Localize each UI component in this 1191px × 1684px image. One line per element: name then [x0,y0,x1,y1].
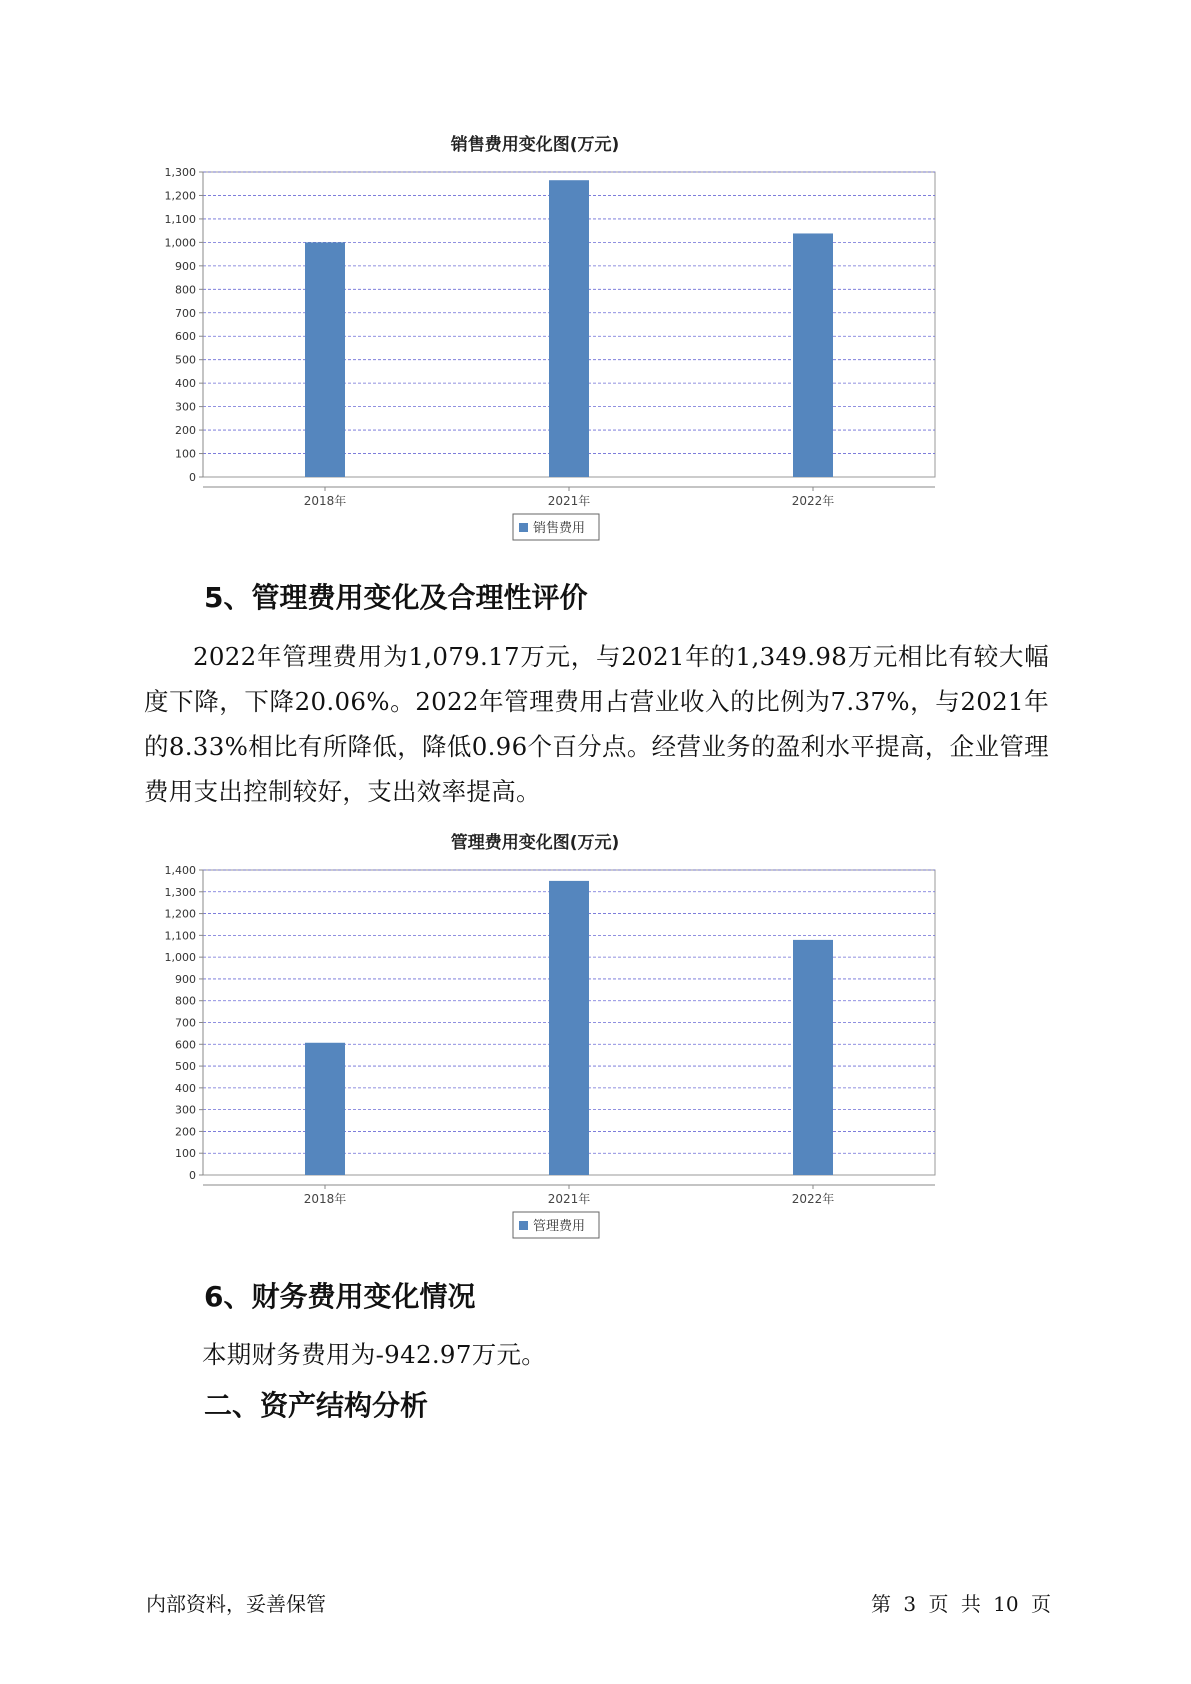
bar-2022年 [793,233,833,477]
y-tick-label: 1,100 [164,212,196,226]
y-tick-label: 1,000 [164,236,196,250]
y-tick-label: 900 [175,972,196,986]
legend-label: 销售费用 [533,521,586,536]
x-tick-label: 2021年 [547,1192,591,1206]
y-tick-label: 0 [189,471,196,484]
y-tick-label: 1,300 [164,166,196,179]
x-tick-label: 2022年 [791,1192,835,1206]
section-5-paragraph: 2022年管理费用为1,079.17万元，与2021年的1,349.98万元相比有较大幅度下降，下降20.06%。2022年管理费用占营业收入的比例为7.37%，与2021年的8.33%相比有所降低，降低0.96个百分点。经营业务的盈利水平提高，企业管理费用支出控制较好，支出效率提高。 [144,642,1049,806]
section-6-paragraph: 本期财务费用为-942.97万元。 [202,1340,547,1369]
y-tick-label: 300 [175,1103,196,1117]
y-tick-label: 300 [175,400,196,414]
chart-legend [513,1212,599,1238]
y-tick-label: 800 [175,994,196,1008]
section-two-heading: 二、资产结构分析 [204,1389,429,1422]
y-tick-label: 500 [175,1060,196,1074]
y-tick-label: 600 [175,1038,196,1052]
y-tick-label: 100 [175,447,196,461]
y-tick-label: 500 [175,353,196,367]
footer-confidential-note: 内部资料，妥善保管 [146,1592,326,1616]
admin-expense-chart-svg [140,826,1040,1246]
y-tick-label: 1,400 [164,864,196,877]
y-tick-label: 600 [175,330,196,344]
legend-swatch [519,1221,528,1230]
section-6-heading: 6、财务费用变化情况 [204,1280,476,1313]
x-tick-label: 2021年 [547,494,591,508]
y-tick-label: 400 [175,1081,196,1095]
chart-title: 销售费用变化图(万元) [450,135,620,155]
chart-title: 管理费用变化图(万元) [450,833,620,853]
bar-2021年 [549,180,589,477]
bar-2022年 [793,940,833,1175]
y-tick-label: 200 [175,424,196,438]
x-tick-label: 2018年 [303,494,347,508]
section-5-heading: 5、管理费用变化及合理性评价 [204,581,588,614]
y-tick-label: 400 [175,377,196,391]
sales-expense-chart-svg [140,128,1040,548]
bar-2018年 [305,242,345,477]
x-tick-label: 2018年 [303,1192,347,1206]
admin-expense-chart [140,826,1040,1246]
y-tick-label: 1,200 [164,907,196,921]
y-tick-label: 200 [175,1125,196,1139]
footer-page-number: 第 3 页 共 10 页 [871,1592,1051,1616]
y-tick-label: 1,100 [164,929,196,943]
y-tick-label: 1,000 [164,951,196,965]
x-tick-label: 2022年 [791,494,835,508]
y-tick-label: 900 [175,259,196,273]
bar-2021年 [549,881,589,1175]
y-tick-label: 700 [175,306,196,320]
bar-2018年 [305,1043,345,1175]
legend-swatch [519,523,528,532]
y-tick-label: 1,200 [164,189,196,203]
y-tick-label: 800 [175,283,196,297]
sales-expense-chart [140,128,1040,548]
y-tick-label: 1,300 [164,885,196,899]
y-tick-label: 100 [175,1147,196,1161]
y-tick-label: 700 [175,1016,196,1030]
legend-label: 管理费用 [533,1219,586,1234]
chart-legend [513,514,599,540]
y-tick-label: 0 [189,1169,196,1182]
